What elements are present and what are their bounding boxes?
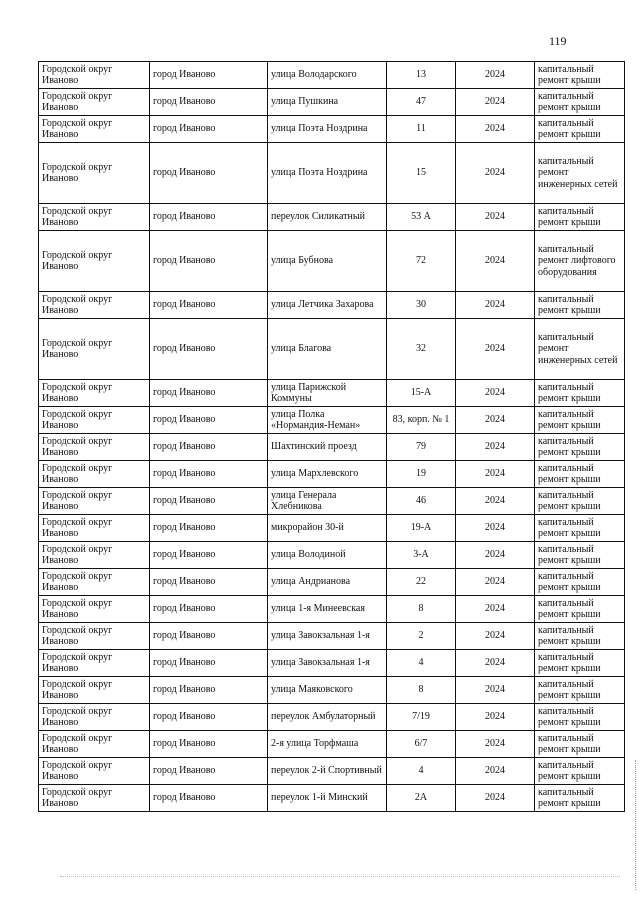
cell-settlement: город Иваново (150, 407, 268, 434)
cell-settlement: город Иваново (150, 704, 268, 731)
table-row (39, 677, 625, 704)
scan-artifact-line (60, 876, 620, 877)
cell-work-type: капитальный ремонт инженерных сетей (535, 143, 625, 204)
table-row (39, 407, 625, 434)
cell-settlement: город Иваново (150, 596, 268, 623)
cell-year: 2024 (456, 650, 535, 677)
cell-house-number: 79 (387, 434, 456, 461)
cell-year: 2024 (456, 623, 535, 650)
cell-street: переулок Амбулаторный (268, 704, 387, 731)
cell-house-number: 46 (387, 488, 456, 515)
table-body (39, 62, 625, 812)
cell-year: 2024 (456, 319, 535, 380)
cell-year: 2024 (456, 461, 535, 488)
cell-work-type: капитальный ремонт крыши (535, 650, 625, 677)
cell-street: улица Полка «Нормандия-Неман» (268, 407, 387, 434)
cell-work-type: капитальный ремонт крыши (535, 785, 625, 812)
cell-house-number: 4 (387, 650, 456, 677)
cell-house-number: 15-А (387, 380, 456, 407)
cell-house-number: 11 (387, 116, 456, 143)
table-row (39, 785, 625, 812)
cell-municipality: Городской округ Иваново (39, 380, 150, 407)
cell-municipality: Городской округ Иваново (39, 515, 150, 542)
cell-year: 2024 (456, 380, 535, 407)
page-number: 119 (549, 34, 567, 48)
cell-house-number: 3-А (387, 542, 456, 569)
table-row (39, 116, 625, 143)
cell-year: 2024 (456, 731, 535, 758)
cell-municipality: Городской округ Иваново (39, 319, 150, 380)
cell-street: улица Поэта Ноздрина (268, 143, 387, 204)
cell-house-number: 7/19 (387, 704, 456, 731)
cell-settlement: город Иваново (150, 292, 268, 319)
cell-work-type: капитальный ремонт крыши (535, 758, 625, 785)
cell-street: улица Володарского (268, 62, 387, 89)
table-row (39, 704, 625, 731)
cell-municipality: Городской округ Иваново (39, 650, 150, 677)
cell-year: 2024 (456, 758, 535, 785)
cell-settlement: город Иваново (150, 542, 268, 569)
cell-municipality: Городской округ Иваново (39, 758, 150, 785)
cell-settlement: город Иваново (150, 461, 268, 488)
table-row (39, 488, 625, 515)
cell-street: улица Летчика Захарова (268, 292, 387, 319)
cell-municipality: Городской округ Иваново (39, 204, 150, 231)
cell-house-number: 8 (387, 677, 456, 704)
cell-street: переулок 1-й Минский (268, 785, 387, 812)
table-row (39, 650, 625, 677)
cell-house-number: 53 А (387, 204, 456, 231)
cell-year: 2024 (456, 292, 535, 319)
repair-schedule-table (38, 61, 625, 812)
cell-municipality: Городской округ Иваново (39, 731, 150, 758)
cell-municipality: Городской округ Иваново (39, 407, 150, 434)
cell-house-number: 22 (387, 569, 456, 596)
cell-year: 2024 (456, 569, 535, 596)
cell-work-type: капитальный ремонт крыши (535, 116, 625, 143)
cell-street: улица Володиной (268, 542, 387, 569)
cell-municipality: Городской округ Иваново (39, 116, 150, 143)
cell-year: 2024 (456, 231, 535, 292)
cell-work-type: капитальный ремонт крыши (535, 434, 625, 461)
cell-settlement: город Иваново (150, 204, 268, 231)
cell-municipality: Городской округ Иваново (39, 461, 150, 488)
cell-year: 2024 (456, 542, 535, 569)
cell-work-type: капитальный ремонт крыши (535, 731, 625, 758)
cell-street: улица Генерала Хлебникова (268, 488, 387, 515)
table-row (39, 461, 625, 488)
table-row (39, 434, 625, 461)
cell-house-number: 72 (387, 231, 456, 292)
cell-work-type: капитальный ремонт крыши (535, 515, 625, 542)
cell-year: 2024 (456, 89, 535, 116)
cell-house-number: 83, корп. № 1 (387, 407, 456, 434)
cell-municipality: Городской округ Иваново (39, 434, 150, 461)
cell-work-type: капитальный ремонт крыши (535, 704, 625, 731)
cell-work-type: капитальный ремонт крыши (535, 488, 625, 515)
cell-street: улица Парижской Коммуны (268, 380, 387, 407)
table-row (39, 623, 625, 650)
cell-house-number: 6/7 (387, 731, 456, 758)
cell-municipality: Городской округ Иваново (39, 62, 150, 89)
cell-street: улица Бубнова (268, 231, 387, 292)
cell-house-number: 19 (387, 461, 456, 488)
table-row (39, 569, 625, 596)
cell-settlement: город Иваново (150, 231, 268, 292)
cell-year: 2024 (456, 488, 535, 515)
cell-work-type: капитальный ремонт крыши (535, 292, 625, 319)
cell-settlement: город Иваново (150, 623, 268, 650)
cell-street: улица Мархлевского (268, 461, 387, 488)
cell-work-type: капитальный ремонт крыши (535, 596, 625, 623)
cell-settlement: город Иваново (150, 89, 268, 116)
cell-street: Шахтинский проезд (268, 434, 387, 461)
table-row (39, 596, 625, 623)
table-row (39, 292, 625, 319)
cell-municipality: Городской округ Иваново (39, 623, 150, 650)
cell-municipality: Городской округ Иваново (39, 569, 150, 596)
cell-settlement: город Иваново (150, 758, 268, 785)
cell-settlement: город Иваново (150, 62, 268, 89)
cell-year: 2024 (456, 143, 535, 204)
cell-house-number: 30 (387, 292, 456, 319)
table-row (39, 515, 625, 542)
cell-settlement: город Иваново (150, 515, 268, 542)
cell-year: 2024 (456, 116, 535, 143)
cell-settlement: город Иваново (150, 319, 268, 380)
cell-settlement: город Иваново (150, 785, 268, 812)
cell-work-type: капитальный ремонт крыши (535, 89, 625, 116)
cell-municipality: Городской округ Иваново (39, 542, 150, 569)
cell-street: улица 1-я Минеевская (268, 596, 387, 623)
cell-municipality: Городской округ Иваново (39, 785, 150, 812)
scan-edge-marks (635, 760, 638, 890)
cell-street: переулок Силикатный (268, 204, 387, 231)
cell-year: 2024 (456, 434, 535, 461)
table-row (39, 62, 625, 89)
cell-house-number: 8 (387, 596, 456, 623)
cell-settlement: город Иваново (150, 116, 268, 143)
cell-work-type: капитальный ремонт крыши (535, 677, 625, 704)
cell-year: 2024 (456, 596, 535, 623)
cell-house-number: 47 (387, 89, 456, 116)
cell-house-number: 2А (387, 785, 456, 812)
cell-house-number: 15 (387, 143, 456, 204)
table-row (39, 204, 625, 231)
cell-settlement: город Иваново (150, 677, 268, 704)
cell-street: улица Завокзальная 1-я (268, 650, 387, 677)
cell-work-type: капитальный ремонт крыши (535, 380, 625, 407)
cell-work-type: капитальный ремонт лифтового оборудования (535, 231, 625, 292)
table-row (39, 319, 625, 380)
table-row (39, 89, 625, 116)
cell-settlement: город Иваново (150, 650, 268, 677)
cell-street: 2-я улица Торфмаша (268, 731, 387, 758)
cell-work-type: капитальный ремонт крыши (535, 623, 625, 650)
cell-street: улица Поэта Ноздрина (268, 116, 387, 143)
cell-house-number: 4 (387, 758, 456, 785)
cell-work-type: капитальный ремонт инженерных сетей (535, 319, 625, 380)
table-row (39, 758, 625, 785)
cell-settlement: город Иваново (150, 143, 268, 204)
cell-street: переулок 2-й Спортивный (268, 758, 387, 785)
cell-municipality: Городской округ Иваново (39, 488, 150, 515)
cell-settlement: город Иваново (150, 569, 268, 596)
cell-street: микрорайон 30-й (268, 515, 387, 542)
cell-municipality: Городской округ Иваново (39, 231, 150, 292)
cell-municipality: Городской округ Иваново (39, 596, 150, 623)
cell-year: 2024 (456, 677, 535, 704)
cell-year: 2024 (456, 204, 535, 231)
cell-year: 2024 (456, 785, 535, 812)
cell-work-type: капитальный ремонт крыши (535, 542, 625, 569)
cell-municipality: Городской округ Иваново (39, 89, 150, 116)
cell-street: улица Андрианова (268, 569, 387, 596)
cell-settlement: город Иваново (150, 731, 268, 758)
cell-house-number: 19-А (387, 515, 456, 542)
cell-street: улица Завокзальная 1-я (268, 623, 387, 650)
cell-municipality: Городской округ Иваново (39, 143, 150, 204)
cell-settlement: город Иваново (150, 488, 268, 515)
cell-year: 2024 (456, 515, 535, 542)
table-row (39, 380, 625, 407)
cell-settlement: город Иваново (150, 380, 268, 407)
cell-municipality: Городской округ Иваново (39, 677, 150, 704)
cell-year: 2024 (456, 62, 535, 89)
cell-settlement: город Иваново (150, 434, 268, 461)
cell-municipality: Городской округ Иваново (39, 704, 150, 731)
table-row (39, 143, 625, 204)
cell-work-type: капитальный ремонт крыши (535, 569, 625, 596)
table-row (39, 542, 625, 569)
cell-street: улица Благова (268, 319, 387, 380)
table-row (39, 731, 625, 758)
cell-work-type: капитальный ремонт крыши (535, 461, 625, 488)
cell-work-type: капитальный ремонт крыши (535, 62, 625, 89)
cell-house-number: 2 (387, 623, 456, 650)
table-row (39, 231, 625, 292)
cell-municipality: Городской округ Иваново (39, 292, 150, 319)
cell-house-number: 32 (387, 319, 456, 380)
cell-year: 2024 (456, 407, 535, 434)
cell-street: улица Пушкина (268, 89, 387, 116)
cell-year: 2024 (456, 704, 535, 731)
cell-street: улица Маяковского (268, 677, 387, 704)
cell-work-type: капитальный ремонт крыши (535, 204, 625, 231)
cell-house-number: 13 (387, 62, 456, 89)
cell-work-type: капитальный ремонт крыши (535, 407, 625, 434)
